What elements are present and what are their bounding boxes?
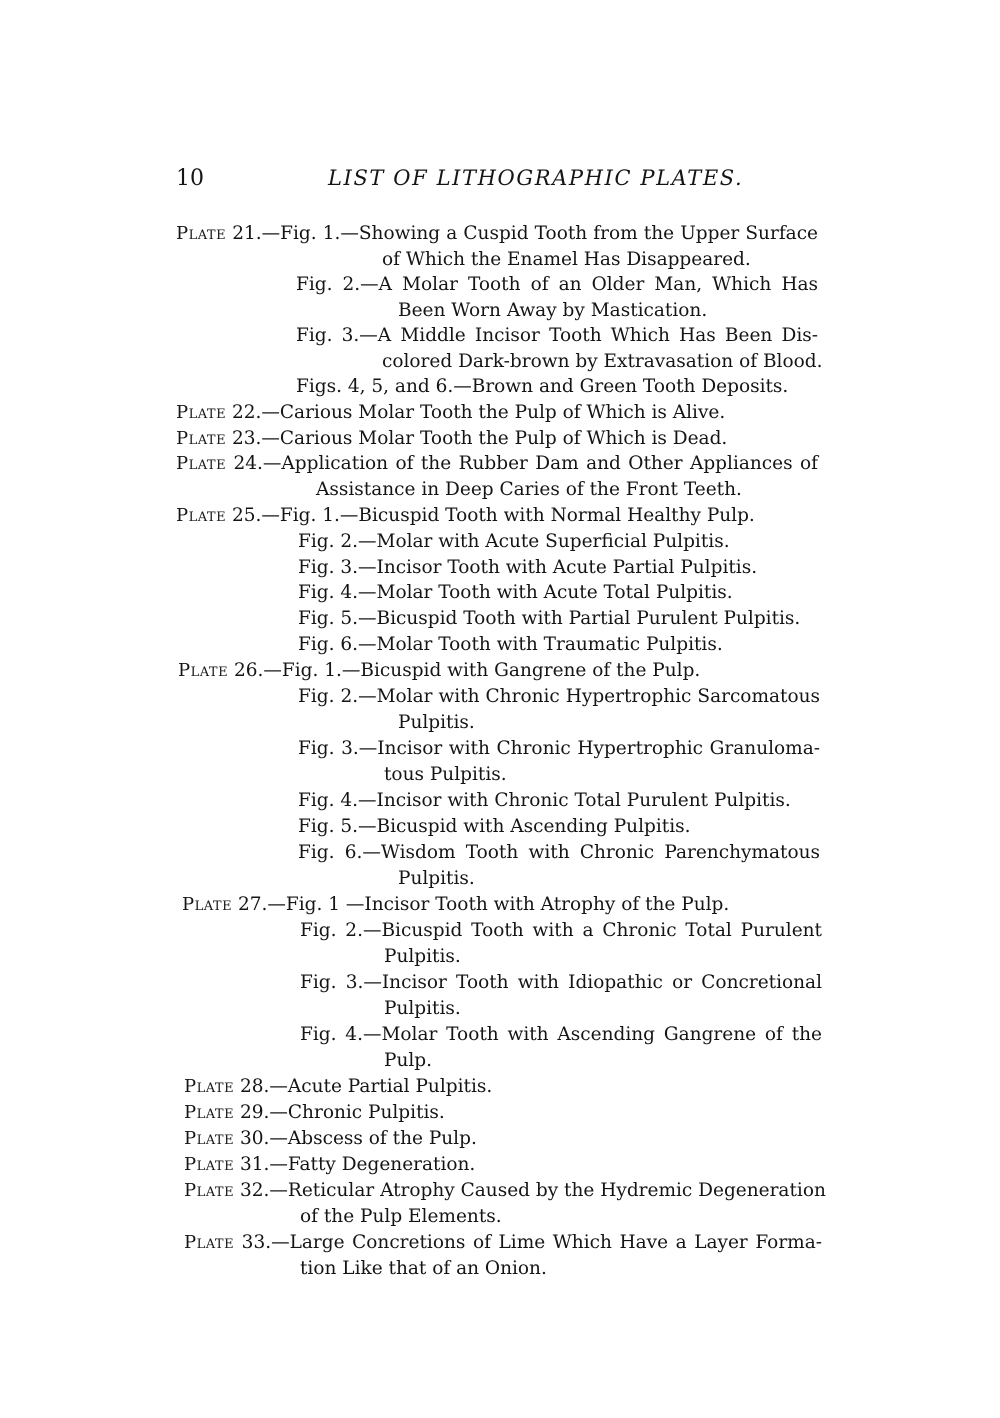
plate-25-fig-4: Fig. 4.—Molar Tooth with Acute Total Pulpitis. bbox=[298, 582, 733, 603]
page-title: LIST OF LITHOGRAPHIC PLATES. bbox=[328, 166, 744, 190]
plate-21-fig-1-line-1: Plate 21.—Fig. 1.—Showing a Cuspid Tooth from the Upper Surface bbox=[176, 223, 818, 244]
plate-31-entry: Plate 31.—Fatty Degeneration. bbox=[184, 1154, 476, 1175]
plate-25-fig-6: Fig. 6.—Molar Tooth with Traumatic Pulpitis. bbox=[298, 634, 723, 655]
plate-26-fig-3-line-2: tous Pulpitis. bbox=[384, 764, 507, 785]
plate-28-entry: Plate 28.—Acute Partial Pulpitis. bbox=[184, 1076, 493, 1097]
plate-26-fig-3-line-1: Fig. 3.—Incisor with Chronic Hypertrophic Granuloma- bbox=[298, 738, 820, 759]
plate-30-entry: Plate 30.—Abscess of the Pulp. bbox=[184, 1128, 477, 1149]
plate-33-line-1: Plate 33.—Large Concretions of Lime Which Have a Layer Forma- bbox=[184, 1232, 822, 1253]
plate-23-entry: Plate 23.—Carious Molar Tooth the Pulp of Which is Dead. bbox=[176, 428, 728, 449]
plate-29-entry: Plate 29.—Chronic Pulpitis. bbox=[184, 1102, 445, 1123]
plate-26-fig-5: Fig. 5.—Bicuspid with Ascending Pulpitis. bbox=[298, 816, 691, 837]
plate-27-fig-2-line-2: Pulpitis. bbox=[384, 946, 461, 967]
plate-27-fig-2-line-1: Fig. 2.—Bicuspid Tooth with a Chronic Total Purulent bbox=[300, 920, 822, 941]
plate-26-fig-6-line-2: Pulpitis. bbox=[398, 868, 475, 889]
plate-26-fig-1: Plate 26.—Fig. 1.—Bicuspid with Gangrene of the Pulp. bbox=[178, 660, 701, 681]
plate-26-fig-2-line-2: Pulpitis. bbox=[398, 712, 475, 733]
plate-25-fig-2: Fig. 2.—Molar with Acute Superficial Pulpitis. bbox=[298, 531, 730, 552]
plate-22-entry: Plate 22.—Carious Molar Tooth the Pulp of Which is Alive. bbox=[176, 402, 726, 423]
plate-21-fig-3-line-2: colored Dark-brown by Extravasation of Blood. bbox=[382, 351, 823, 372]
plate-21-fig-1-line-2: of Which the Enamel Has Disappeared. bbox=[382, 249, 751, 270]
plate-24-line-2: Assistance in Deep Caries of the Front Teeth. bbox=[316, 479, 742, 500]
plate-27-fig-3-line-2: Pulpitis. bbox=[384, 998, 461, 1019]
plate-27-fig-1: Plate 27.—Fig. 1 —Incisor Tooth with Atrophy of the Pulp. bbox=[182, 894, 730, 915]
plate-25-fig-3: Fig. 3.—Incisor Tooth with Acute Partial Pulpitis. bbox=[298, 557, 758, 578]
plate-21-fig-3-line-1: Fig. 3.—A Middle Incisor Tooth Which Has Been Dis- bbox=[296, 325, 818, 346]
plate-26-fig-4: Fig. 4.—Incisor with Chronic Total Purulent Pulpitis. bbox=[298, 790, 791, 811]
plate-21-fig-2-line-1: Fig. 2.—A Molar Tooth of an Older Man, Which Has bbox=[296, 274, 818, 295]
plate-27-fig-4-line-1: Fig. 4.—Molar Tooth with Ascending Gangrene of the bbox=[300, 1024, 822, 1045]
plate-26-fig-6-line-1: Fig. 6.—Wisdom Tooth with Chronic Parenchymatous bbox=[298, 842, 820, 863]
plate-25-fig-1: Plate 25.—Fig. 1.—Bicuspid Tooth with Normal Healthy Pulp. bbox=[176, 505, 755, 526]
plate-27-fig-3-line-1: Fig. 3.—Incisor Tooth with Idiopathic or Concretional bbox=[300, 972, 822, 993]
plate-24-line-1: Plate 24.—Application of the Rubber Dam and Other Appliances of bbox=[176, 453, 818, 474]
plate-27-fig-4-line-2: Pulp. bbox=[384, 1050, 433, 1071]
plate-32-line-2: of the Pulp Elements. bbox=[300, 1206, 502, 1227]
plate-21-fig-2-line-2: Been Worn Away by Mastication. bbox=[398, 300, 708, 321]
plate-32-line-1: Plate 32.—Reticular Atrophy Caused by the Hydremic Degeneration bbox=[184, 1180, 826, 1201]
plate-33-line-2: tion Like that of an Onion. bbox=[300, 1258, 547, 1279]
page-number: 10 bbox=[176, 166, 204, 191]
plate-25-fig-5: Fig. 5.—Bicuspid Tooth with Partial Purulent Pulpitis. bbox=[298, 608, 801, 629]
plate-26-fig-2-line-1: Fig. 2.—Molar with Chronic Hypertrophic Sarcomatous bbox=[298, 686, 820, 707]
plate-21-figs-4-6: Figs. 4, 5, and 6.—Brown and Green Tooth Deposits. bbox=[296, 376, 789, 397]
